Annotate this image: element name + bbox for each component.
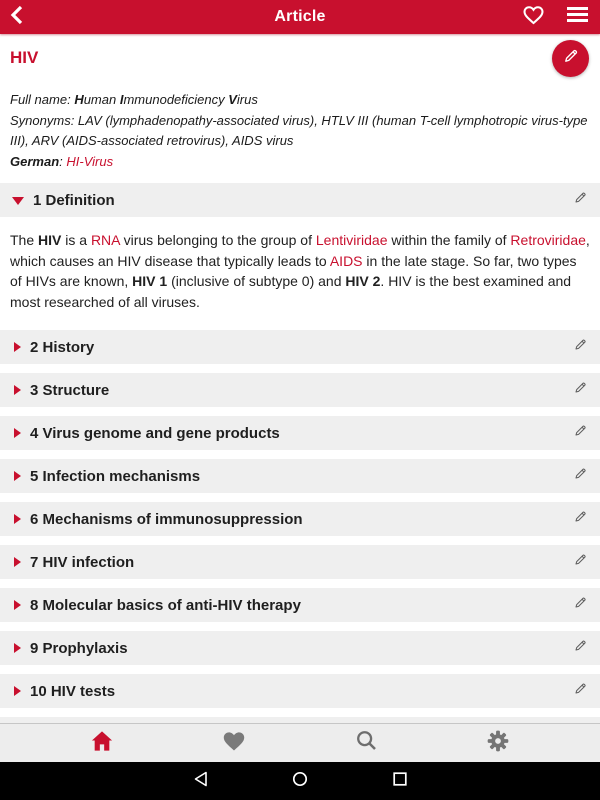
text-segment: H xyxy=(74,92,84,107)
android-nav-bar xyxy=(0,762,600,800)
edit-section-button[interactable] xyxy=(573,337,588,357)
definition-paragraph xyxy=(0,217,600,321)
back-triangle-icon xyxy=(193,771,208,792)
text-segment: uman xyxy=(83,92,120,107)
search-tab-button[interactable] xyxy=(336,724,396,763)
section-row-structure[interactable] xyxy=(0,373,600,407)
pencil-edit-icon xyxy=(573,190,588,210)
triangle-right-icon xyxy=(14,471,21,481)
pencil-edit-icon xyxy=(573,337,588,357)
edit-section-button[interactable] xyxy=(573,380,588,400)
triangle-right-icon xyxy=(14,557,21,567)
favorite-button[interactable] xyxy=(522,4,545,30)
text-segment: German xyxy=(10,153,60,169)
edit-section-button[interactable] xyxy=(573,509,588,529)
section-row-prophylaxis[interactable] xyxy=(0,631,600,665)
edit-section-button[interactable] xyxy=(573,552,588,572)
article-meta xyxy=(10,90,590,172)
text-segment: Synonyms: LAV (lymphadenopathy-associated virus), HTLV III (human T-cell lymphotropic virus-type III), ARV (AIDS-associated retrovirus), AIDS virus xyxy=(10,112,588,148)
text-segment: (inclusive of subtype 0) and xyxy=(167,273,346,289)
search-icon xyxy=(355,729,378,757)
back-button[interactable] xyxy=(0,0,40,34)
app-bar xyxy=(0,0,600,34)
section-row-hiv-tests[interactable] xyxy=(0,674,600,708)
android-recents-button[interactable] xyxy=(392,773,409,790)
section-row-infection-mechanisms[interactable] xyxy=(0,459,600,493)
section-row-immunosuppression[interactable] xyxy=(0,502,600,536)
pencil-edit-icon xyxy=(573,509,588,529)
edit-section-button[interactable] xyxy=(573,638,588,658)
section-row-hiv-infection[interactable] xyxy=(0,545,600,579)
menu-button[interactable] xyxy=(567,6,588,28)
meta-german xyxy=(10,152,590,173)
section-label: 4 Virus genome and gene products xyxy=(30,424,280,442)
text-segment: is a xyxy=(61,232,91,248)
section-row-history[interactable] xyxy=(0,330,600,364)
heart-outline-icon xyxy=(522,4,545,30)
section-label: 7 HIV infection xyxy=(30,553,135,571)
page-title: Article xyxy=(274,8,326,25)
text-segment: : xyxy=(59,153,67,169)
pencil-edit-icon xyxy=(573,380,588,400)
pencil-edit-icon xyxy=(573,552,588,572)
inline-link[interactable]: HI-Virus xyxy=(66,153,114,169)
edit-section-button[interactable] xyxy=(573,423,588,443)
text-segment: . HIV is the best examined and most researched of all viruses. xyxy=(10,273,572,310)
triangle-right-icon xyxy=(14,600,21,610)
pencil-edit-icon xyxy=(573,681,588,701)
text-segment: irus xyxy=(236,92,258,107)
section-label: 9 Prophylaxis xyxy=(30,639,128,657)
android-home-button[interactable] xyxy=(292,773,309,790)
article-header xyxy=(0,34,600,67)
inline-link[interactable]: AIDS xyxy=(329,252,363,269)
pencil-edit-icon xyxy=(573,466,588,486)
gear-icon xyxy=(486,729,510,758)
text-segment: , which causes an HIV disease that typically leads to xyxy=(10,232,590,269)
edit-section-button[interactable] xyxy=(573,466,588,486)
text-segment: HIV 1 xyxy=(132,273,168,289)
text-segment: Full name: xyxy=(10,92,75,107)
text-segment: V xyxy=(228,92,237,107)
triangle-right-icon xyxy=(14,643,21,653)
section-row-virus-genome[interactable] xyxy=(0,416,600,450)
section-label: 1 Definition xyxy=(33,191,115,209)
settings-tab-button[interactable] xyxy=(468,724,528,763)
text-segment: I xyxy=(119,92,124,107)
section-header-definition[interactable] xyxy=(0,183,600,217)
pencil-edit-icon xyxy=(573,595,588,615)
hamburger-menu-icon xyxy=(567,6,588,28)
triangle-right-icon xyxy=(14,385,21,395)
triangle-right-icon xyxy=(14,514,21,524)
text-segment: HIV 2 xyxy=(345,273,381,289)
home-icon xyxy=(90,730,114,757)
inline-link[interactable]: RNA xyxy=(90,232,120,248)
triangle-right-icon xyxy=(14,686,21,696)
bottom-toolbar xyxy=(0,723,600,762)
edit-article-fab[interactable] xyxy=(552,40,589,77)
section-label: 8 Molecular basics of anti-HIV therapy xyxy=(30,596,301,614)
text-segment: mmunodeficiency xyxy=(123,92,229,107)
section-label: 5 Infection mechanisms xyxy=(30,467,201,485)
home-circle-icon xyxy=(292,771,308,792)
edit-section-button[interactable] xyxy=(573,190,588,210)
text-segment: virus belonging to the group of xyxy=(119,232,316,248)
edit-section-button[interactable] xyxy=(573,595,588,615)
recents-square-icon xyxy=(393,772,407,791)
meta-full-name xyxy=(10,90,590,111)
chevron-left-icon xyxy=(9,5,25,30)
inline-link[interactable]: Lentiviridae xyxy=(315,232,388,248)
triangle-right-icon xyxy=(14,342,21,352)
section-label: 6 Mechanisms of immunosuppression xyxy=(30,510,303,528)
edit-section-button[interactable] xyxy=(573,681,588,701)
inline-link[interactable]: Retroviridae xyxy=(510,232,586,248)
triangle-down-icon xyxy=(12,197,24,205)
favorites-tab-button[interactable] xyxy=(204,724,264,763)
triangle-right-icon xyxy=(14,428,21,438)
section-label: 2 History xyxy=(30,338,95,356)
text-segment: in the late stage. So far, two types of HIVs are known, xyxy=(10,252,577,289)
pencil-edit-icon xyxy=(573,638,588,658)
text-segment: within the family of xyxy=(387,232,511,248)
android-back-button[interactable] xyxy=(192,773,209,790)
pencil-edit-icon xyxy=(562,47,580,70)
heart-icon xyxy=(221,729,247,757)
section-label: 3 Structure xyxy=(30,381,110,399)
text-segment: The xyxy=(10,232,39,248)
home-tab-button[interactable] xyxy=(72,724,132,763)
section-row-anti-hiv-therapy[interactable] xyxy=(0,588,600,622)
section-label: 10 HIV tests xyxy=(30,682,116,700)
article-title: HIV xyxy=(10,48,39,67)
meta-synonyms xyxy=(10,111,590,152)
text-segment: HIV xyxy=(38,232,62,248)
pencil-edit-icon xyxy=(573,423,588,443)
